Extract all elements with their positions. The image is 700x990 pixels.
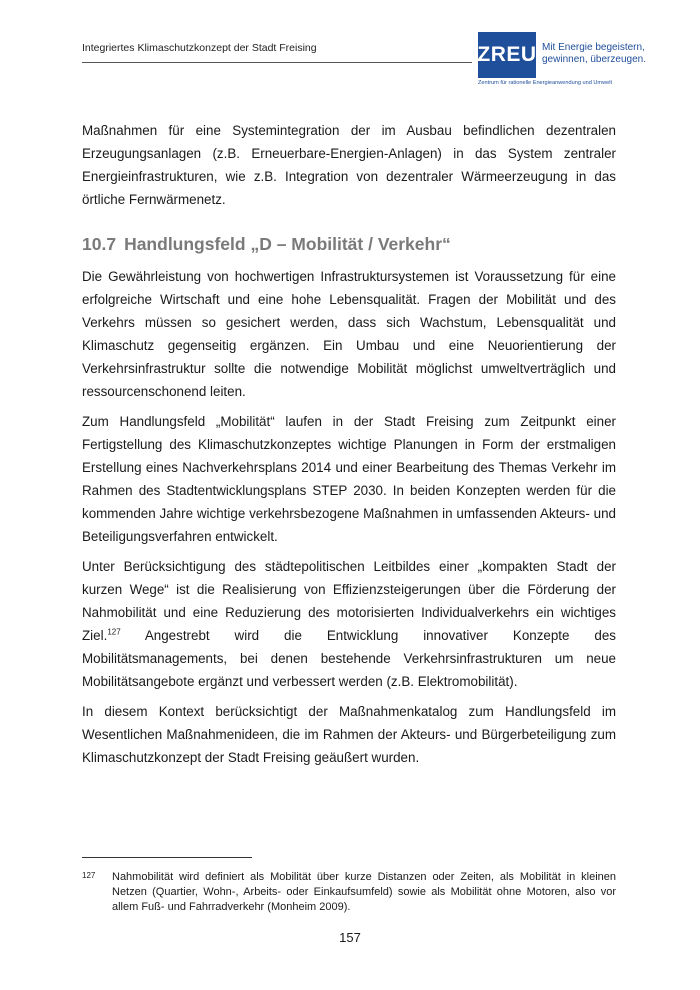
logo-slogan-line1: Mit Energie begeistern, [542, 42, 645, 53]
footnote-reference[interactable]: 127 [107, 627, 121, 637]
zreu-logo-mark: ZREU [478, 32, 536, 78]
running-header-title: Integriertes Klimaschutzkonzept der Stadt Freising [82, 42, 317, 54]
header-rule [82, 62, 472, 63]
paragraph-3-text-a: Unter Berücksichtigung des städtepolitischen Leitbildes einer „kompakten Stadt der kurzen Wege“ ist die Realisierung von Effizienzsteigerungen über die Förderung der Nahmobilität und eine Reduzierung des motorisierten Individualverkehrs ein wichtiges Ziel. [82, 559, 616, 643]
logo-slogan-line2: gewinnen, überzeugen. [542, 54, 646, 65]
intro-paragraph: Maßnahmen für eine Systemintegration der im Ausbau befindlichen dezentralen Erzeugungsanlagen (z.B. Erneuerbare-Energien-Anlagen) in das System zentraler Energieinfrastrukturen, wie z.B. Integration von dezentraler Wärmeerzeugung in das örtliche Fernwärmenetz. [82, 123, 616, 207]
intro-paragraph-block [82, 119, 616, 218]
section-title: Handlungsfeld „D – Mobilität / Verkehr“ [124, 234, 451, 254]
footnote-number: 127 [82, 871, 96, 880]
zreu-logo [477, 32, 646, 92]
page-number: 157 [339, 930, 361, 945]
logo-subtitle: Zentrum für rationelle Energieanwendung und Umwelt [478, 80, 613, 86]
paragraph-3-text-b: Angestrebt wird die Entwicklung innovativer Konzepte des Mobilitätsmanagements, bei denen bestehende Verkehrsinfrastrukturen um neue Mobilitätsangebote ergänzt und verbessert werden (z.B. Elektromobilität). [82, 628, 616, 689]
logo-slogan [542, 42, 646, 66]
paragraph-2: Zum Handlungsfeld „Mobilität“ laufen in der Stadt Freising zum Zeitpunkt einer Fertigstellung des Klimaschutzkonzeptes wichtige Planungen in Form der erstmaligen Erstellung eines Nachverkehrsplans 2014 und einer Bearbeitung des Themas Verkehr im Rahmen des Stadtentwicklungsplans STEP 2030. In beiden Konzepten werden für die kommenden Jahre wichtige verkehrsbezogene Maßnahmen in umfassenden Akteurs- und Beteiligungsverfahren entwickelt. [82, 414, 616, 544]
section-heading [82, 234, 451, 255]
footnote [82, 870, 616, 915]
footnote-text: Nahmobilität wird definiert als Mobilität über kurze Distanzen oder Zeiten, als Mobilität in kleinen Netzen (Quartier, Wohn-, Arbeits- oder Einkaufsumfeld) sowie als Mobilität ohne Motoren, also vor allem Fuß- und Fahrradverkehr (Monheim 2009). [112, 871, 616, 913]
paragraph-4: In diesem Kontext berücksichtigt der Maßnahmenkatalog zum Handlungsfeld im Wesentlichen Maßnahmenideen, die im Rahmen der Akteurs- und Bürgerbeteiligung zum Klimaschutzkonzept der Stadt Freising geäußert wurden. [82, 704, 616, 765]
section-number: 10.7 [82, 234, 117, 254]
footnote-rule [82, 857, 252, 858]
paragraph-3 [82, 555, 616, 693]
section-body [82, 265, 616, 776]
paragraph-1: Die Gewährleistung von hochwertigen Infrastruktursystemen ist Voraussetzung für eine erfolgreiche Wirtschaft und eine hohe Lebensqualität. Fragen der Mobilität und des Verkehrs müssen so gesichert werden, dass sich Wachstum, Lebensqualität und Klimaschutz gegenseitig ergänzen. Ein Umbau und eine Neuorientierung der Verkehrsinfrastruktur sollte die notwendige Mobilität möglichst umweltverträglich und ressourcenschonend leiten. [82, 269, 616, 399]
